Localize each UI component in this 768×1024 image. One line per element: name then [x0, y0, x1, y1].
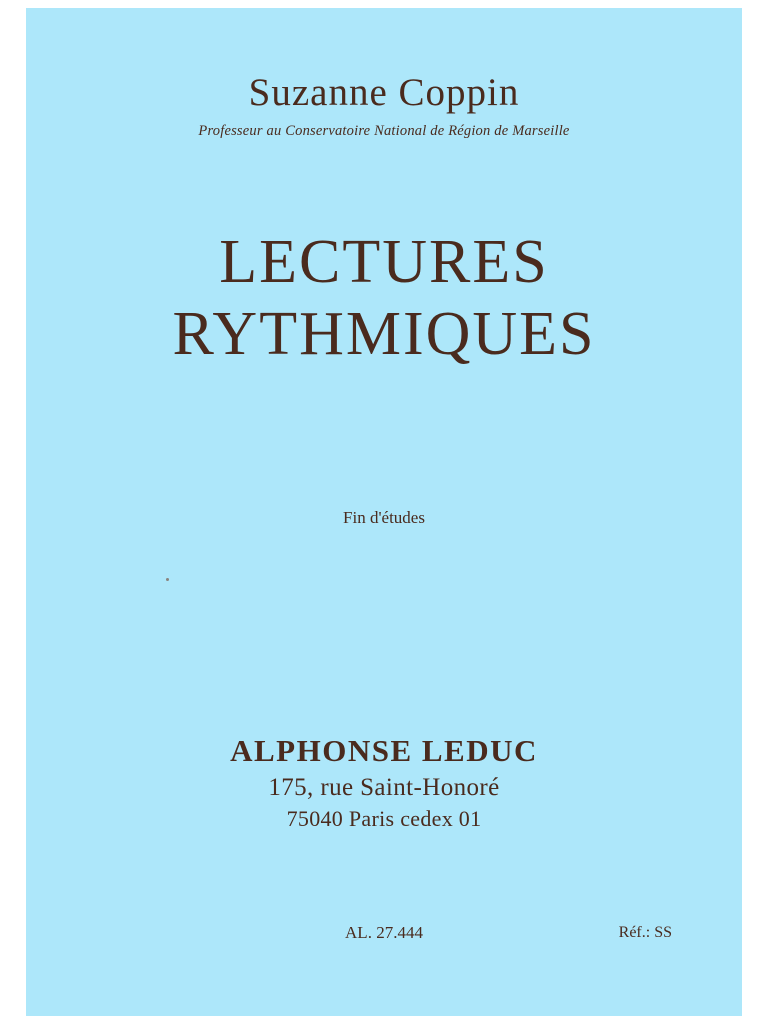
reference-code: Réf.: SS — [618, 924, 672, 941]
title-line-1: LECTURES — [219, 228, 549, 296]
publisher-street: 175, rue Saint-Honoré — [268, 774, 500, 801]
publisher-name: ALPHONSE LEDUC — [230, 733, 538, 768]
publisher-city: 75040 Paris cedex 01 — [286, 806, 482, 831]
catalog-number: AL. 27.444 — [345, 923, 423, 942]
book-cover — [26, 8, 742, 1016]
publisher-block — [26, 733, 742, 832]
book-title — [26, 226, 742, 370]
author-credentials: Professeur au Conservatoire National de Région de Marseille — [198, 123, 570, 139]
cover-footer — [26, 923, 742, 953]
author-name: Suzanne Coppin — [248, 71, 520, 114]
edition-note: Fin d'études — [343, 508, 425, 527]
title-line-2: RYTHMIQUES — [172, 300, 596, 368]
print-speck — [166, 578, 169, 581]
